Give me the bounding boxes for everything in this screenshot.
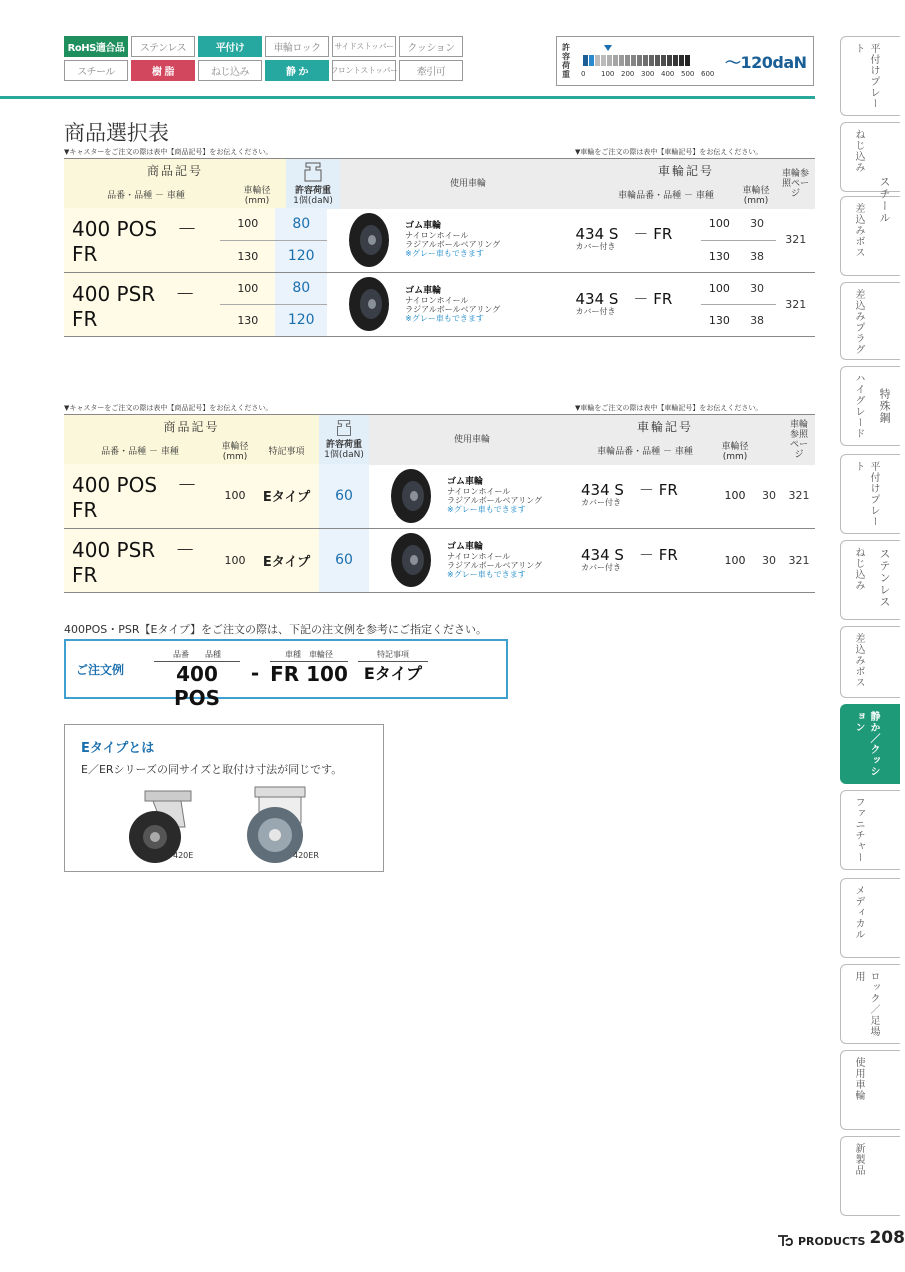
wheel-line-1: ナイロンホイール	[405, 295, 469, 305]
wheel-used	[327, 208, 569, 272]
etype-desc: E／ERシリーズの同サイズと取付け寸法が同じです。	[81, 763, 343, 776]
load-marker-icon	[604, 45, 612, 51]
load-tick: 500	[681, 70, 695, 78]
load-bar	[685, 55, 690, 66]
wheel-line-2: ラジアルボールベアリング	[447, 496, 543, 506]
order-seg-1	[154, 649, 240, 710]
group-steel: スチール	[878, 176, 891, 224]
wheel-line-3: ※グレー車もできます	[447, 505, 526, 515]
table-row	[64, 208, 815, 240]
wheel-description	[447, 477, 542, 514]
group-special: 特殊鋼	[878, 388, 891, 424]
sidebar-tab[interactable]	[840, 626, 900, 698]
order-val-3: Eタイプ	[363, 664, 423, 683]
wheel-code: 434 S － FR	[581, 481, 678, 500]
wheel-code-cell	[570, 208, 702, 272]
product-code: 400 PSR － FR	[64, 528, 216, 592]
sidebar-tab-label: 差込みボス	[853, 203, 864, 258]
table1-note-left: ▼キャスターをご注文の際は表中【商品記号】をお伝えください。	[64, 148, 273, 156]
order-seg-2	[270, 649, 348, 686]
sidebar-tab-label: 新製品	[853, 1143, 864, 1176]
wheel-used	[369, 528, 575, 592]
caster-diameter: 100	[216, 528, 254, 592]
feature-tag: RoHS適合品	[64, 36, 128, 57]
h2-wheel-diameter: 車輪径	[721, 441, 749, 452]
h2-diameter: 車輪径	[221, 441, 249, 452]
feature-tag: フロントストッパー	[332, 60, 396, 81]
caster-diameter: 130	[220, 304, 275, 336]
wheel-diameter: 100	[701, 208, 738, 240]
sidebar-tab-label: メディカル	[853, 885, 864, 940]
sidebar-tab-label: 差込みボス	[853, 633, 864, 688]
caster-diameter: 130	[220, 240, 275, 272]
top-divider	[0, 96, 815, 99]
etype-title: Eタイプとは	[81, 741, 155, 756]
sidebar-tab[interactable]	[840, 1136, 900, 1216]
wheel-code: 434 S － FR	[581, 545, 678, 564]
h2-wheel-code: 車輪記号	[636, 420, 693, 435]
sidebar-tab-label: ねじ込み	[853, 547, 864, 591]
group-stainless: ステンレス	[878, 548, 891, 608]
wheel-diameter: 130	[701, 240, 738, 272]
load-scale	[556, 36, 814, 86]
feature-tag: 樹 脂	[131, 60, 195, 81]
wheel-description	[405, 221, 500, 258]
wheel-name: ゴム車輪	[447, 541, 484, 552]
h-ref: 車輪参照ページ	[781, 168, 809, 199]
h-wheel-diameter-unit: (mm)	[743, 195, 769, 206]
h2-product: 商品記号	[163, 420, 220, 435]
sidebar-tab[interactable]	[840, 36, 900, 116]
wheel-diameter: 100	[701, 272, 738, 304]
wheel-line-3: ※グレー車もできます	[405, 249, 484, 259]
h2-load-unit: 1個(daN)	[324, 450, 364, 461]
load-tick: 600	[701, 70, 715, 78]
load-tick: 200	[621, 70, 635, 78]
wheel-line-1: ナイロンホイール	[447, 487, 511, 497]
wheel-width: 30	[738, 272, 777, 304]
load-bar	[649, 55, 654, 66]
sidebar-tab-label: ファニチャー	[853, 797, 864, 863]
sidebar-tab[interactable]	[840, 1050, 900, 1130]
sidebar-tab-label: ロック／足場用	[853, 971, 879, 1037]
rubber-wheel-image	[347, 276, 391, 332]
h2-ref: 車輪参照ページ	[789, 419, 808, 460]
load-tick: 300	[641, 70, 655, 78]
sidebar-tab[interactable]	[840, 704, 900, 784]
load-bar	[589, 55, 594, 66]
load-bar	[637, 55, 642, 66]
product-code: 400 PSR － FR	[64, 272, 220, 336]
order-dash-text: -	[250, 661, 260, 685]
load-bar	[613, 55, 618, 66]
sidebar-tab[interactable]	[840, 454, 900, 534]
wheel-cover: カバー付き	[575, 242, 616, 252]
caster-diameter: 100	[216, 464, 254, 528]
wheel-line-2: ラジアルボールベアリング	[405, 304, 501, 314]
feature-tag: ねじ込み	[198, 60, 262, 81]
load-value: 〜120daN	[725, 53, 807, 72]
ref-page: 321	[776, 272, 815, 336]
wheel-used	[327, 272, 569, 336]
h2-product-sub: 品番・品種 － 車種	[101, 446, 179, 457]
feature-tag: ステンレス	[131, 36, 195, 57]
sidebar-tab-label: 差込みプラグ	[853, 289, 864, 355]
sidebar-tab-label: 平付けプレート	[853, 43, 879, 109]
feature-tag: スチール	[64, 60, 128, 81]
caster-diameter: 100	[220, 208, 275, 240]
wheel-code-cell	[575, 528, 715, 592]
h-product-sub: 品番・品種 － 車種	[107, 190, 185, 201]
load-capacity: 60	[319, 464, 369, 528]
sidebar-tab-label: 平付けプレート	[853, 461, 879, 527]
wheel-line-1: ナイロンホイール	[405, 231, 469, 241]
order-seg-3	[358, 649, 428, 686]
page-number: 208	[869, 1228, 905, 1248]
wheel-line-1: ナイロンホイール	[447, 551, 511, 561]
feature-tags	[64, 36, 463, 81]
ref-page: 321	[783, 528, 815, 592]
order-example	[64, 639, 508, 710]
load-bar	[619, 55, 624, 66]
wheel-line-2: ラジアルボールベアリング	[447, 560, 543, 570]
wheel-diameter: 100	[715, 464, 755, 528]
special-note: Eタイプ	[254, 464, 319, 528]
load-capacity: 80	[275, 272, 327, 304]
load-scale-label: 許容荷重	[562, 43, 570, 79]
sidebar-tab-label: ねじ込み	[853, 129, 864, 173]
page-title: 商品選択表	[64, 121, 169, 145]
caster-420e-caption: 420E	[173, 851, 194, 860]
load-tick: 400	[661, 70, 675, 78]
wheel-line-3: ※グレー車もできます	[405, 313, 484, 323]
wheel-name: ゴム車輪	[447, 477, 484, 488]
load-bar	[595, 55, 600, 66]
wheel-cover: カバー付き	[581, 562, 621, 572]
sidebar-tab[interactable]	[840, 964, 900, 1044]
table1-note-right: ▼車輪をご注文の際は表中【車輪記号】をお伝えください。	[575, 148, 763, 156]
h-diameter-unit: (mm)	[244, 195, 270, 206]
h2-special: 特記事項	[268, 446, 305, 457]
table2-note-left: ▼キャスターをご注文の際は表中【商品記号】をお伝えください。	[64, 404, 273, 412]
table-row	[64, 528, 815, 592]
wheel-description	[447, 542, 542, 579]
wheel-cover: カバー付き	[581, 498, 621, 508]
h-diameter: 車輪径	[243, 185, 271, 196]
wheel-width: 30	[755, 464, 783, 528]
rubber-wheel-image	[347, 212, 391, 268]
wheel-diameter: 100	[715, 528, 755, 592]
wheel-line-3: ※グレー車もできます	[447, 569, 526, 579]
order-val-2: FR 100	[270, 662, 348, 686]
product-code: 400 POS － FR	[64, 208, 220, 272]
h-load-unit: 1個(daN)	[293, 196, 333, 207]
caster-420er-caption: 420ER	[293, 851, 319, 860]
order-dash	[248, 661, 262, 685]
load-bar	[667, 55, 672, 66]
order-cap-1: 品番 品種	[154, 649, 240, 662]
wheel-used	[369, 464, 575, 528]
h-wheel-code: 車輪記号	[657, 164, 714, 179]
order-intro: 400POS・PSR【Eタイプ】をご注文の際は、下記の注文例を参考にご指定ください。	[64, 623, 488, 636]
special-note: Eタイプ	[254, 528, 319, 592]
wheel-code: 434 S － FR	[575, 225, 673, 244]
product-table-2-body	[64, 464, 815, 593]
h2-wheel-used: 使用車輪	[453, 434, 490, 445]
sidebar-tab-label: 使用車輪	[853, 1057, 864, 1101]
footer-brand: PRODUCTS	[798, 1235, 866, 1248]
wheel-code-cell	[575, 464, 715, 528]
wheel-width: 38	[738, 304, 777, 336]
product-table-2	[64, 414, 815, 465]
wheel-width: 38	[738, 240, 777, 272]
h2-wheel-diameter-unit: (mm)	[722, 451, 748, 462]
wheel-diameter: 130	[701, 304, 738, 336]
load-bar	[607, 55, 612, 66]
order-label: ご注文例	[76, 663, 125, 677]
feature-tag: 静 か	[265, 60, 329, 81]
feature-tag: 平付け	[198, 36, 262, 57]
weight-icon	[303, 161, 323, 183]
caster-diameter: 100	[220, 272, 275, 304]
load-bar	[643, 55, 648, 66]
sidebar-tab-label: 静か／クッション	[853, 711, 879, 777]
product-table-1	[64, 158, 815, 209]
wheel-code: 434 S － FR	[575, 289, 673, 308]
feature-tag: サイドストッパー	[332, 36, 396, 57]
wheel-name: ゴム車輪	[405, 221, 442, 232]
order-cap-3: 特記事項	[358, 649, 428, 662]
load-scale-bars	[583, 55, 690, 66]
rubber-wheel-image	[389, 468, 433, 524]
table-row	[64, 272, 815, 304]
etype-box	[64, 724, 384, 872]
load-bar	[679, 55, 684, 66]
wheel-width: 30	[738, 208, 777, 240]
wheel-line-2: ラジアルボールベアリング	[405, 240, 501, 250]
table2-note-right: ▼車輪をご注文の際は表中【車輪記号】をお伝えください。	[575, 404, 763, 412]
load-bar	[625, 55, 630, 66]
wheel-width: 30	[755, 528, 783, 592]
feature-tag: 車輪ロック	[265, 36, 329, 57]
sidebar-tab[interactable]	[840, 878, 900, 958]
load-bar	[673, 55, 678, 66]
load-bar	[601, 55, 606, 66]
load-bar	[583, 55, 588, 66]
load-tick: 100	[601, 70, 615, 78]
rubber-wheel-image	[389, 532, 433, 588]
wheel-name: ゴム車輪	[405, 285, 442, 296]
order-val-1: 400 POS	[173, 662, 221, 710]
load-bar	[661, 55, 666, 66]
table-row	[64, 464, 815, 528]
h-product: 商品記号	[146, 164, 203, 179]
load-capacity: 120	[275, 304, 327, 336]
sidebar-tab[interactable]	[840, 282, 900, 360]
load-bar	[631, 55, 636, 66]
load-capacity: 120	[275, 240, 327, 272]
h-wheel-code-sub: 車輪品番・品種 － 車種	[618, 190, 714, 201]
wheel-cover: カバー付き	[575, 306, 616, 316]
product-table-1-body	[64, 208, 815, 337]
h-wheel-used: 使用車輪	[449, 178, 486, 189]
h-load: 許容荷重	[294, 186, 331, 197]
wheel-code-cell	[570, 272, 702, 336]
feature-tag: クッション	[399, 36, 463, 57]
sidebar-tab[interactable]	[840, 790, 900, 870]
load-capacity: 80	[275, 208, 327, 240]
load-capacity: 60	[319, 528, 369, 592]
weight-icon-2	[334, 419, 354, 437]
footer	[776, 1228, 905, 1248]
feature-tag: 牽引可	[399, 60, 463, 81]
h-wheel-diameter: 車輪径	[742, 185, 770, 196]
h2-load: 許容荷重	[325, 440, 362, 451]
ref-page: 321	[783, 464, 815, 528]
h2-diameter-unit: (mm)	[222, 451, 248, 462]
h2-wheel-code-sub: 車輪品番・品種 － 車種	[597, 446, 693, 457]
product-code: 400 POS － FR	[64, 464, 216, 528]
brand-logo-icon	[776, 1234, 794, 1248]
sidebar-tab-label: ハイグレード	[853, 373, 864, 439]
load-tick: 0	[581, 70, 586, 78]
ref-page: 321	[776, 208, 815, 272]
load-bar	[655, 55, 660, 66]
order-cap-2: 車種 車輪径	[270, 649, 348, 662]
wheel-description	[405, 286, 500, 323]
